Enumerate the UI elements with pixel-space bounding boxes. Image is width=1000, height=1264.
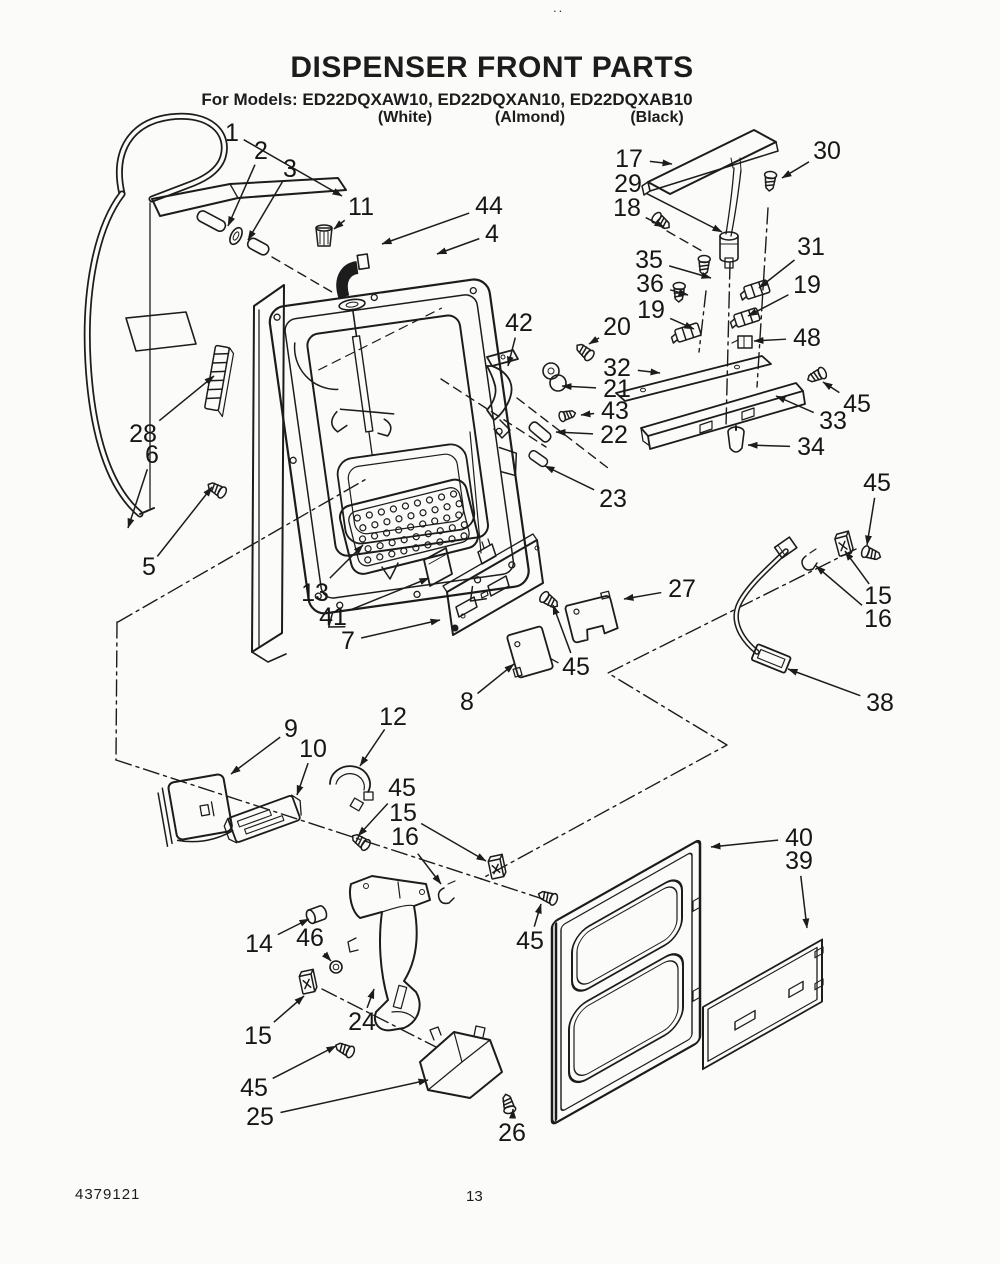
scan-artifact: .. <box>553 0 565 15</box>
callout-label-46: 46 <box>296 924 324 952</box>
callout-label-21: 21 <box>603 375 631 403</box>
callout-leader-11 <box>334 220 345 229</box>
callout-label-44: 44 <box>475 192 503 220</box>
callout-leader-39 <box>801 876 807 928</box>
callout-label-9: 9 <box>284 715 298 743</box>
callout-leader-15 <box>421 824 486 861</box>
callout-label-22: 22 <box>600 421 628 449</box>
callout-label-11: 11 <box>348 193 374 221</box>
callout-leader-46 <box>324 954 331 961</box>
callout-label-16: 16 <box>391 823 419 851</box>
part-5-screw <box>205 479 228 499</box>
callout-leader-9 <box>231 737 280 774</box>
callout-label-45: 45 <box>843 390 871 418</box>
callout-label-28: 28 <box>129 420 157 448</box>
callout-label-36: 36 <box>636 270 664 298</box>
callout-label-6: 6 <box>145 441 159 469</box>
callout-leader-45 <box>823 382 839 393</box>
callout-leader-16 <box>418 854 441 884</box>
part-21-lever <box>543 363 566 391</box>
callout-leader-15 <box>274 996 304 1022</box>
part-32-plate <box>616 356 771 401</box>
callout-label-30: 30 <box>813 137 841 165</box>
part-8-cover-plate <box>504 624 559 679</box>
models-line: For Models: ED22DQXAW10, ED22DQXAN10, ED22DQXAB10 <box>201 90 693 109</box>
callout-leader-40 <box>711 840 778 847</box>
callout-label-25: 25 <box>246 1103 274 1131</box>
callout-leader-3 <box>248 182 282 240</box>
callout-leader-35 <box>669 266 711 278</box>
callout-label-41: 41 <box>319 603 347 631</box>
part-11-cap <box>316 225 332 246</box>
hook-16-mid <box>439 881 455 903</box>
part-23-pin <box>528 449 550 468</box>
callout-leader-45 <box>534 904 541 927</box>
callout-label-15: 15 <box>864 582 892 610</box>
part-30-screw <box>763 171 777 191</box>
part-2-ferrule <box>227 226 244 247</box>
callout-label-42: 42 <box>505 309 533 337</box>
part-33-bracket-channel <box>641 383 805 449</box>
callout-leader-24 <box>367 989 374 1008</box>
clip-15-bottom <box>298 969 317 994</box>
hook-16-right <box>802 549 817 570</box>
part-4-dispenser-frame <box>262 237 537 631</box>
part-41-plate <box>424 548 452 586</box>
callout-label-27: 27 <box>668 575 696 603</box>
callout-label-14: 14 <box>245 930 273 958</box>
part-19-switch-a <box>729 308 761 329</box>
callout-leader-27 <box>624 593 661 599</box>
part-29-actuator <box>720 158 741 268</box>
callout-leader-16 <box>816 566 862 605</box>
callout-leader-2 <box>228 165 255 226</box>
screw-45-harness <box>860 545 882 563</box>
part-10-bracket <box>222 793 306 845</box>
part-35-screw <box>698 255 711 275</box>
part-13-drip-grille <box>337 477 480 576</box>
callout-label-32: 32 <box>603 354 631 382</box>
mid-screw-45 <box>538 590 561 611</box>
callout-label-26: 26 <box>498 1119 526 1147</box>
callout-label-18: 18 <box>613 194 641 222</box>
callout-leader-43 <box>581 413 594 415</box>
part-3-fitting <box>246 237 271 257</box>
callout-label-34: 34 <box>797 433 825 461</box>
part-20-screw <box>573 341 596 363</box>
callout-label-15: 15 <box>244 1022 272 1050</box>
callout-label-2: 2 <box>254 137 268 165</box>
callout-label-35: 35 <box>635 246 663 274</box>
part-42-bracket <box>487 350 518 438</box>
screw-45-mid-low <box>536 888 558 906</box>
part-7-control-panel <box>443 432 543 635</box>
callout-label-33: 33 <box>819 407 847 435</box>
finish-label-black: (Black) <box>630 109 684 126</box>
page-title: DISPENSER FRONT PARTS <box>290 51 694 84</box>
callout-label-10: 10 <box>299 735 327 763</box>
callout-leader-32 <box>638 370 660 373</box>
callout-leader-20 <box>589 338 599 344</box>
callout-label-24: 24 <box>348 1008 376 1036</box>
part-43-screw <box>558 408 577 422</box>
callout-leader-30 <box>782 162 809 178</box>
callout-label-16: 16 <box>864 605 892 633</box>
callout-leader-36 <box>670 290 688 295</box>
callout-label-19: 19 <box>637 296 665 324</box>
callout-label-45: 45 <box>240 1074 268 1102</box>
document-number: 4379121 <box>75 1186 141 1203</box>
callout-layer <box>128 119 894 1147</box>
callout-label-45: 45 <box>516 927 544 955</box>
callout-label-7: 7 <box>341 627 355 655</box>
part-27-cover-plate <box>564 591 619 643</box>
callout-leader-8 <box>477 664 514 694</box>
part-14-button <box>305 905 329 925</box>
callout-label-19: 19 <box>793 271 821 299</box>
callout-label-4: 4 <box>485 220 499 248</box>
callout-label-3: 3 <box>283 155 297 183</box>
dispenser-housing-back <box>252 285 286 662</box>
callout-label-45: 45 <box>388 774 416 802</box>
part-9-flap <box>157 774 234 848</box>
callout-leader-6 <box>128 469 147 528</box>
callout-leader-22 <box>556 432 593 434</box>
callout-label-39: 39 <box>785 847 813 875</box>
part-34-bullet <box>728 426 744 452</box>
callout-label-29: 29 <box>614 170 642 198</box>
callout-label-8: 8 <box>460 688 474 716</box>
callout-leader-12 <box>360 729 385 766</box>
callout-label-5: 5 <box>142 553 156 581</box>
callout-leader-21 <box>562 386 596 388</box>
part-25-ice-chute <box>420 1026 502 1098</box>
callout-leader-38 <box>788 669 860 696</box>
callout-leader-25 <box>281 1080 428 1112</box>
screw-45-bottom <box>333 1040 356 1059</box>
callout-leader-45 <box>273 1046 336 1078</box>
part-39-access-panel <box>703 939 823 1069</box>
callout-label-40: 40 <box>785 824 813 852</box>
finish-label-almond: (Almond) <box>494 109 566 126</box>
callout-label-12: 12 <box>379 703 407 731</box>
callout-label-13: 13 <box>301 579 329 607</box>
callout-label-17: 17 <box>615 145 643 173</box>
finish-label-white: (White) <box>377 109 433 126</box>
callout-label-31: 31 <box>797 233 825 261</box>
part-40-dispenser-door <box>552 839 700 1125</box>
part-46-nut <box>330 961 342 973</box>
callout-leader-44 <box>382 213 469 244</box>
part-12-clamp <box>330 766 373 811</box>
callout-leader-48 <box>754 339 786 341</box>
callout-leader-17 <box>650 161 672 164</box>
clip-15-right <box>834 531 854 556</box>
callout-leader-15 <box>845 551 869 584</box>
callout-label-38: 38 <box>866 689 894 717</box>
callout-label-48: 48 <box>793 324 821 352</box>
callout-leader-4 <box>437 239 479 254</box>
callout-leader-34 <box>748 445 790 446</box>
artwork <box>87 116 882 1125</box>
callout-label-20: 20 <box>603 313 631 341</box>
part-48-bracket <box>732 336 752 348</box>
callout-label-15: 15 <box>389 799 417 827</box>
callout-leader-10 <box>297 763 308 795</box>
part-26-screw <box>500 1093 517 1115</box>
callout-leader-7 <box>361 620 440 638</box>
callout-leader-5 <box>157 487 212 556</box>
callout-leader-23 <box>545 466 594 490</box>
callout-label-43: 43 <box>601 397 629 425</box>
part-22-pin <box>528 420 553 443</box>
construction-lines <box>116 208 856 1047</box>
callout-leader-45 <box>358 803 388 836</box>
callout-leader-45 <box>867 498 875 545</box>
callout-label-1: 1 <box>225 119 239 147</box>
callout-leader-45 <box>553 605 571 653</box>
callout-label-23: 23 <box>599 485 627 513</box>
callout-label-45: 45 <box>863 469 891 497</box>
page-number: 13 <box>466 1188 483 1205</box>
callout-label-45: 45 <box>562 653 590 681</box>
